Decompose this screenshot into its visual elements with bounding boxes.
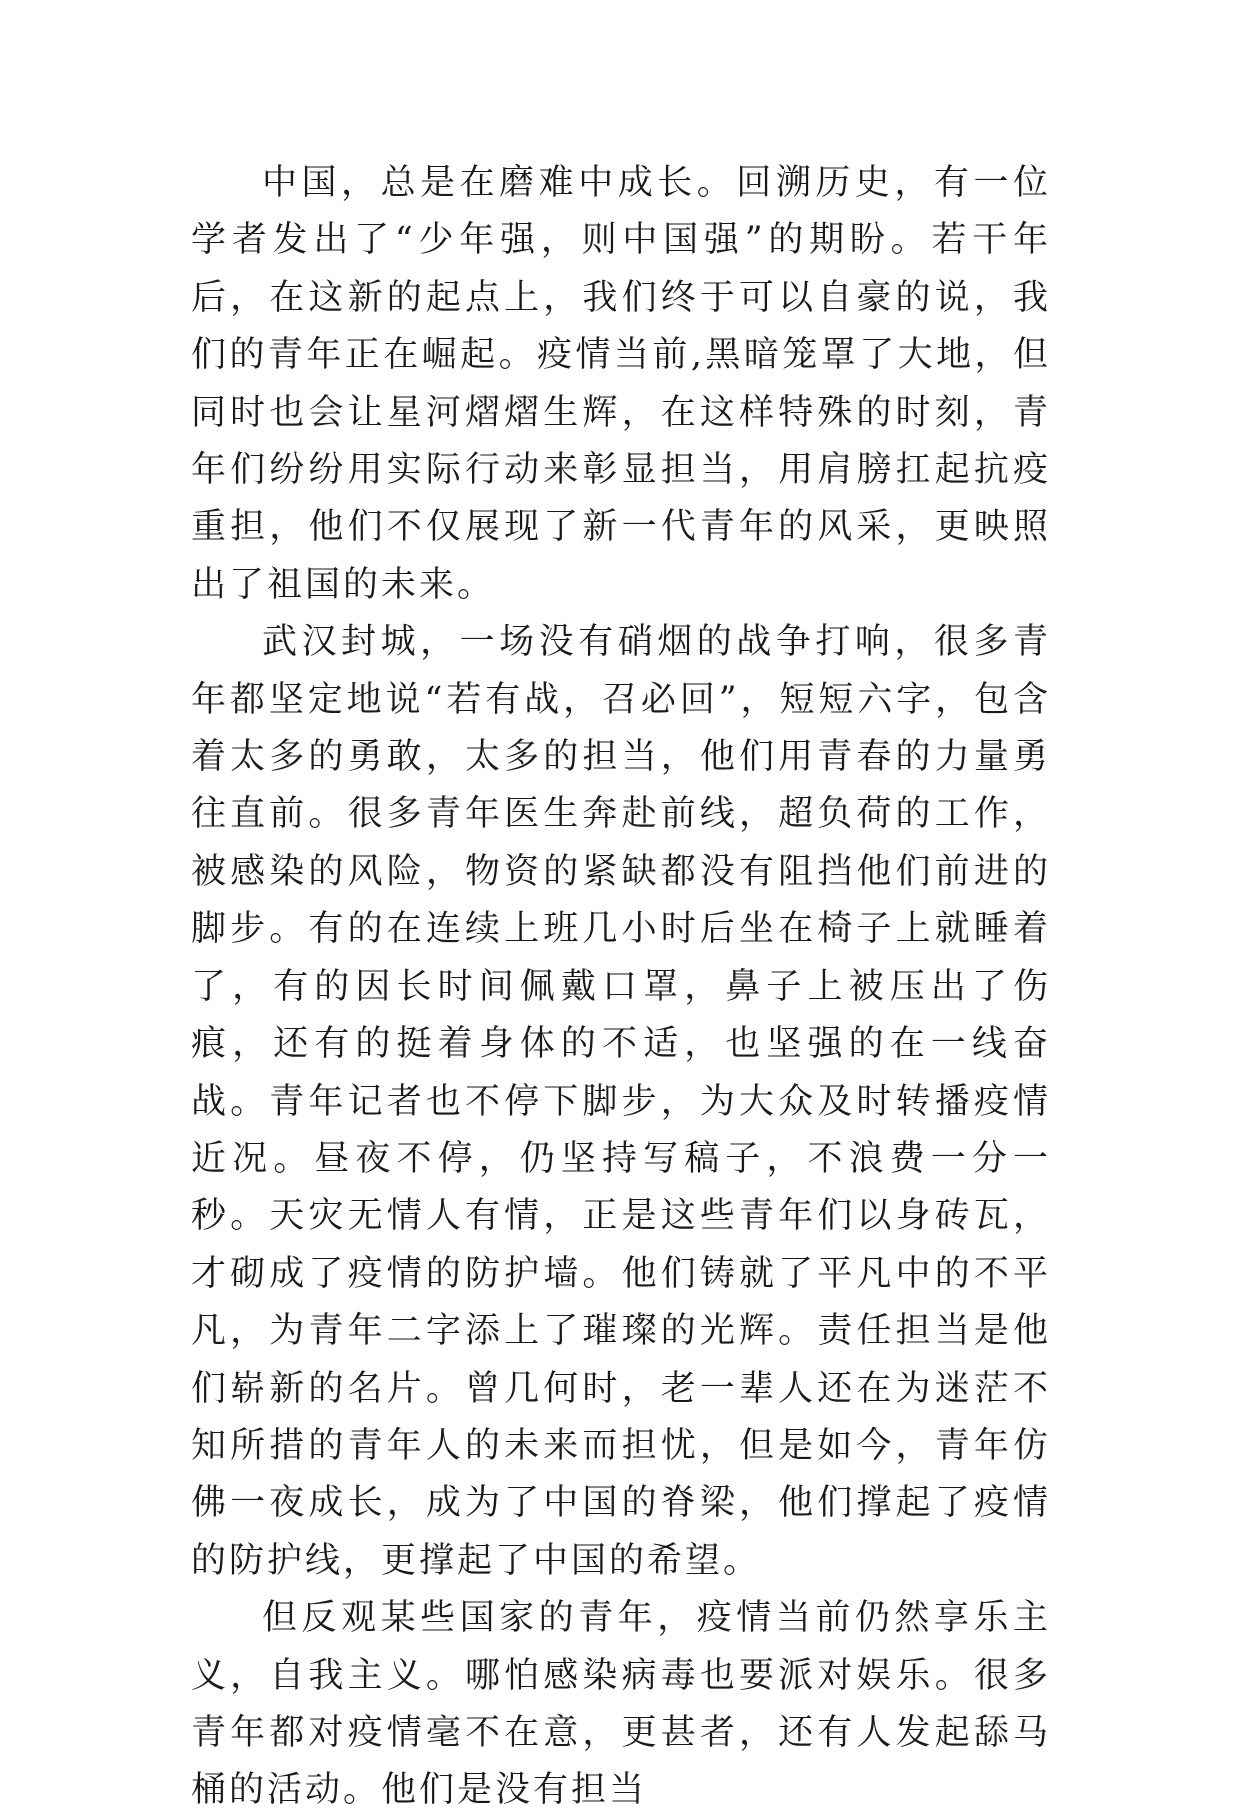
paragraph-2: 武汉封城，一场没有硝烟的战争打响，很多青年都坚定地说“若有战，召必回”，短短六字，包含着太多的勇敢，太多的担当，他们用青春的力量勇往直前。很多青年医生奔赴前线，超负荷的工作，被感染的风险，物资的紧缺都没有阻挡他们前进的脚步。有的在连续上班几小时后坐在椅子上就睡着了，有的因长时间佩戴口罩，鼻子上被压出了伤痕，还有的挺着身体的不适，也坚强的在一线奋战。青年记者也不停下脚步，为大众及时转播疫情近况。昼夜不停，仍坚持写稿子，不浪费一分一秒。天灾无情人有情，正是这些青年们以身砖瓦，才砌成了疫情的防护墙。他们铸就了平凡中的不平凡，为青年二字添上了璀璨的光辉。责任担当是他们崭新的名片。曾几何时，老一辈人还在为迷茫不知所措的青年人的未来而担忧，但是如今，青年仿佛一夜成长，成为了中国的脊梁，他们撑起了疫情的防护线，更撑起了中国的希望。 (191, 622, 1051, 1581)
document-body (191, 155, 1051, 1820)
paragraph-3: 但反观某些国家的青年，疫情当前仍然享乐主义，自我主义。哪怕感染病毒也要派对娱乐。很多青年都对疫情毫不在意，更甚者，还有人发起舔马桶的活动。他们是没有担当 (191, 1598, 1051, 1811)
paragraph-1: 中国，总是在磨难中成长。回溯历史，有一位学者发出了“少年强，则中国强”的期盼。若干年后，在这新的起点上，我们终于可以自豪的说，我们的青年正在崛起。疫情当前,黑暗笼罩了大地，但同时也会让星河熠熠生辉，在这样特殊的时刻，青年们纷纷用实际行动来彰显担当，用肩膀扛起抗疫重担，他们不仅展现了新一代青年的风采，更映照出了祖国的未来。 (191, 163, 1051, 605)
